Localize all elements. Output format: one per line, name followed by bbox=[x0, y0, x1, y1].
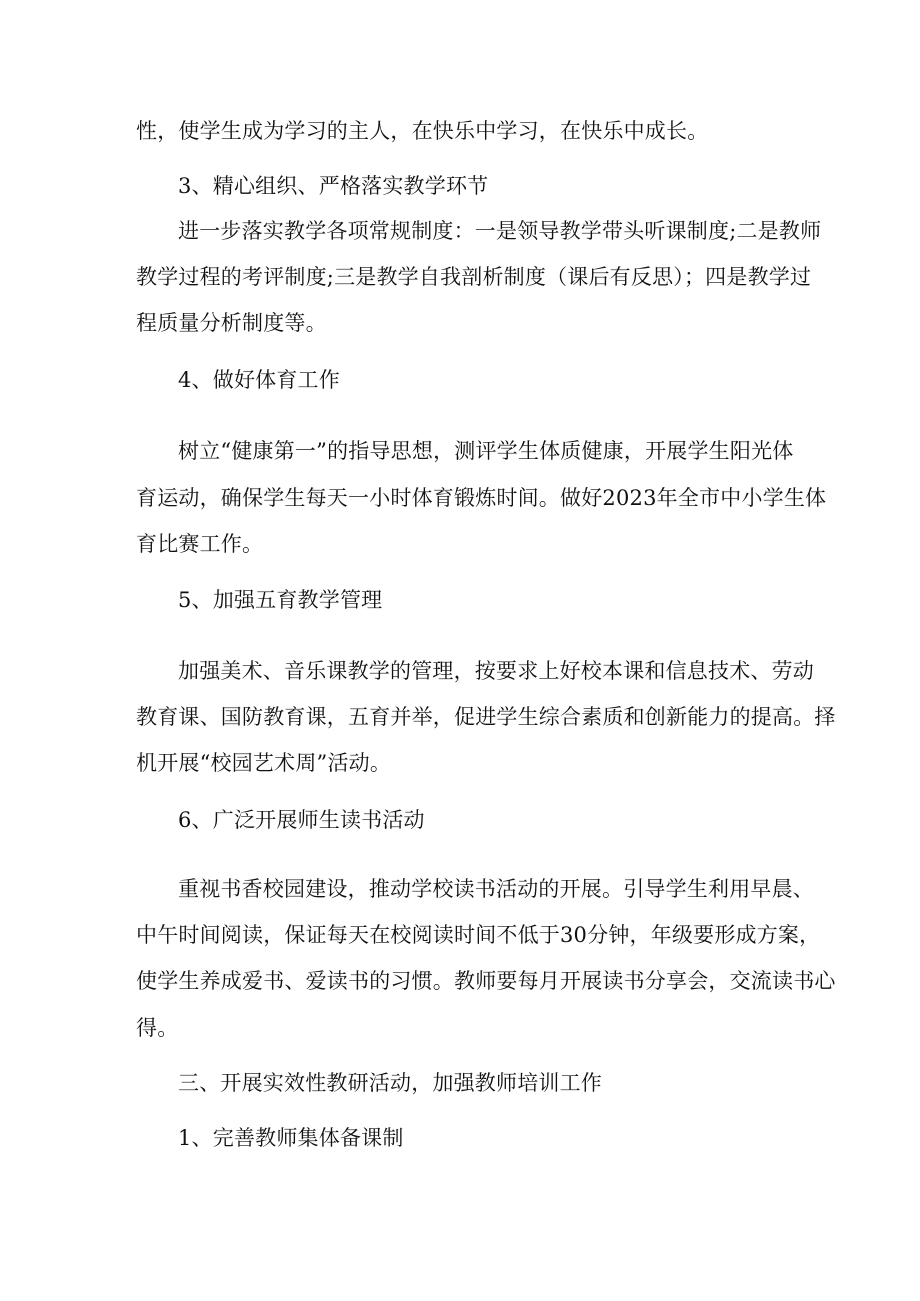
paragraph-line: 教学过程的考评制度;三是教学自我剖析制度（课后有反思）；四是教学过 bbox=[136, 265, 812, 289]
section-heading: 5、加强五育教学管理 bbox=[178, 588, 383, 612]
section-heading: 1、完善教师集体备课制 bbox=[178, 1126, 404, 1150]
paragraph-line: 树立“健康第一”的指导思想，测评学生体质健康，开展学生阳光体 bbox=[178, 439, 794, 463]
paragraph-line: 程质量分析制度等。 bbox=[136, 311, 327, 335]
paragraph-line: 进一步落实教学各项常规制度：一是领导教学带头听课制度;二是教师 bbox=[178, 219, 822, 243]
paragraph-line: 性，使学生成为学习的主人，在快乐中学习，在快乐中成长。 bbox=[136, 119, 709, 143]
paragraph-line: 育比赛工作。 bbox=[136, 532, 264, 556]
section-heading: 6、广泛开展师生读书活动 bbox=[178, 808, 425, 832]
paragraph-line: 机开展“校园艺术周”活动。 bbox=[136, 751, 392, 775]
paragraph-line: 得。 bbox=[136, 1016, 179, 1040]
paragraph-line: 教育课、国防教育课，五育并举，促进学生综合素质和创新能力的提高。择 bbox=[136, 705, 836, 729]
section-heading: 4、做好体育工作 bbox=[178, 368, 340, 392]
section-heading: 3、精心组织、严格落实教学环节 bbox=[178, 174, 489, 198]
paragraph-line: 使学生养成爱书、爱读书的习惯。教师要每月开展读书分享会，交流读书心 bbox=[136, 969, 836, 993]
section-heading: 三、开展实效性教研活动，加强教师培训工作 bbox=[178, 1071, 602, 1095]
paragraph-line: 加强美术、音乐课教学的管理，按要求上好校本课和信息技术、劳动 bbox=[178, 659, 814, 683]
paragraph-line: 重视书香校园建设，推动学校读书活动的开展。引导学生利用早晨、 bbox=[178, 877, 814, 901]
paragraph-line: 中午时间阅读，保证每天在校阅读时间不低于30分钟，年级要形成方案， bbox=[136, 923, 821, 947]
paragraph-line: 育运动，确保学生每天一小时体育锻炼时间。做好2023年全市中小学生体 bbox=[136, 486, 827, 510]
